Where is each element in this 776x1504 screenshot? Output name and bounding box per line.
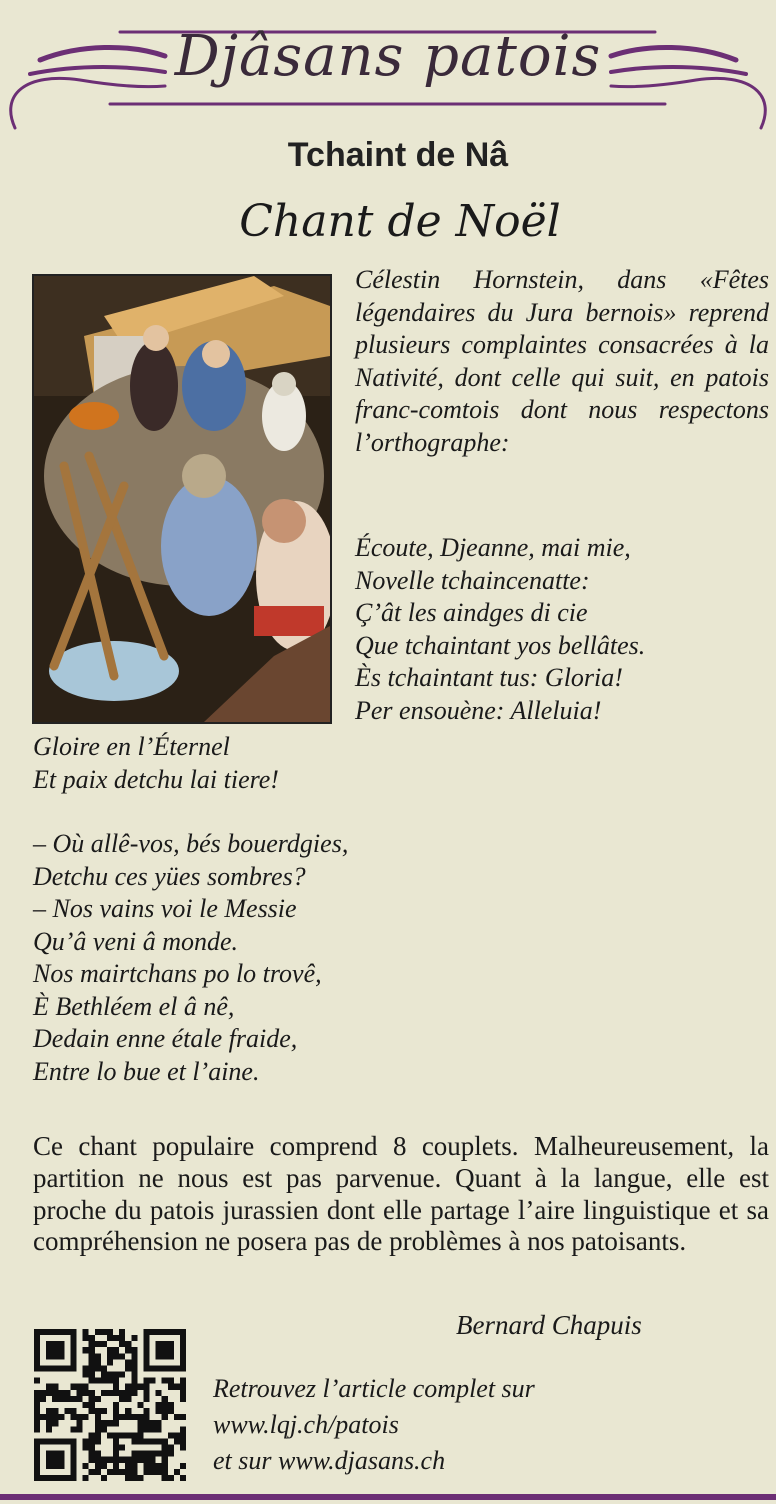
verse-one	[355, 532, 769, 727]
author-signature: Bernard Chapuis	[456, 1310, 642, 1340]
verse-line: Que tchaintant yos bellâtes.	[355, 630, 646, 660]
verse-line: Gloire en l’Éternel	[33, 732, 230, 761]
promo-text: Retrouvez l’article complet sur	[213, 1374, 535, 1403]
verse-line: Detchu ces yües sombres?	[33, 861, 306, 891]
masthead	[0, 0, 776, 140]
verse-line: Écoute, Djeanne, mai mie,	[355, 533, 631, 562]
closing-paragraph: Ce chant populaire comprend 8 couplets. Malheureusement, la partition ne nous est pas parvenue. Quant à la langue, elle est proche du patois jurassien dont elle partage l’aire linguistique et sa compréhension ne posera pas de problèmes à nos patoisants.	[33, 1131, 769, 1257]
verse-line: Qu’â veni â monde.	[33, 926, 239, 956]
nativity-photo	[32, 274, 332, 724]
verse-line: Et paix detchu lai tiere!	[33, 764, 279, 794]
verse-line: – Nos vains voi le Messie	[33, 894, 297, 923]
verse-line: Nos mairtchans po lo trovê,	[33, 959, 322, 988]
verse-line: Ç’ât les aindges di cie	[355, 598, 588, 627]
masthead-title: Djâsans patois	[174, 24, 602, 89]
verse-line: Per ensouène: Alleluia!	[355, 695, 602, 725]
article-title-patois: Tchaint de Nâ	[287, 136, 509, 174]
verse-line: È Bethléem el â nê,	[33, 991, 235, 1021]
verse-line: Novelle tchaincenatte:	[355, 565, 590, 595]
bottom-rule	[0, 1494, 776, 1500]
promo-link-djasans[interactable]: et sur www.djasans.ch	[213, 1446, 446, 1475]
verse-two	[33, 731, 733, 1088]
qr-code-icon[interactable]	[34, 1329, 186, 1481]
promo-link-lqj[interactable]: www.lqj.ch/patois	[213, 1410, 399, 1439]
intro-paragraph: Célestin Hornstein, dans «Fêtes légendaires du Jura bernois» reprend plusieurs complaintes consacrées à la Nativité, dont celle qui suit, en patois franc-comtois dont nous respectons l’orthographe:	[355, 265, 769, 457]
verse-line: Dedain enne étale fraide,	[33, 1024, 298, 1053]
nativity-scene-icon	[34, 276, 330, 722]
verse-line: – Où allê-vos, bés bouerdgies,	[33, 829, 349, 858]
promo-block	[213, 1371, 733, 1479]
qr-code-graphic	[34, 1329, 186, 1481]
article-title-french: Chant de Noël	[239, 196, 561, 247]
verse-line: Ès tchaintant tus: Gloria!	[355, 663, 623, 692]
verse-line: Entre lo bue et l’aine.	[33, 1056, 260, 1086]
